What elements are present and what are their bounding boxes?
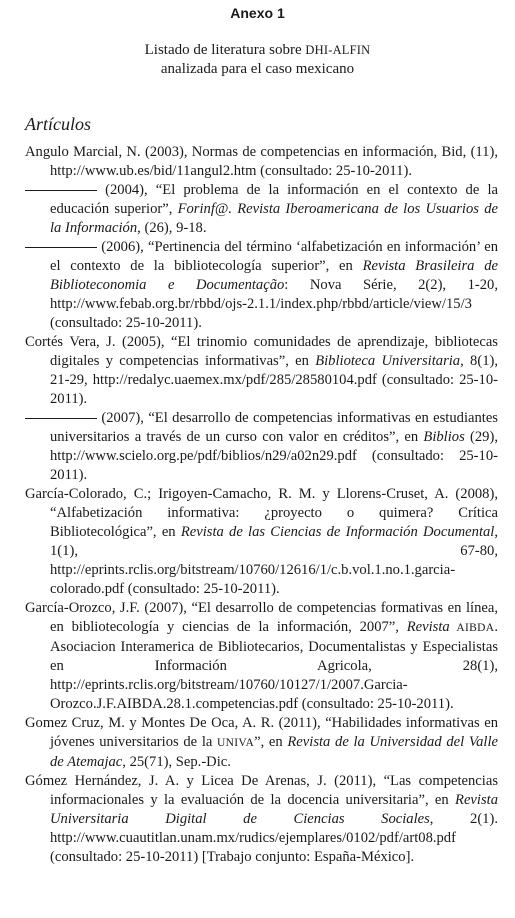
reference-journal: Revista de la Universidad del Valle de Atemajac (50, 734, 499, 770)
reference-details: , 1(1), 67-80, http://eprints.rclis.org/bitstream/10760/12616/1/c.b.vol.1.no.1.garcia-colorado.pdf (consultado: 25-10-2011). (50, 524, 499, 597)
reference-item (25, 485, 498, 599)
reference-item (25, 238, 498, 333)
reference-text: ”, en (254, 734, 288, 750)
reference-text: (2004), “El problema de la información en el contexto de la educación superior”, (50, 182, 498, 217)
reference-details: : Nova Série, 2(2), 1-20, http://www.febab.org.br/rbbd/ojs-2.1.1/index.php/rbbd/article/view/15/3 (consultado: 25-10-2011). (50, 277, 498, 331)
reference-text: (2007), “El desarrollo de competencias formativas en línea, en bibliotecología y ciencias de la información, 2007”, (50, 600, 498, 635)
reference-text: (2011), “Las competencias informacionales y la evaluación de la docencia universitaria”, en (50, 773, 498, 808)
reference-journal: Revista de las Ciencias de Información Documental (180, 524, 495, 540)
author-repeat-dash (25, 190, 97, 191)
subtitle-line2-text: analizada para el caso mexicano (160, 61, 355, 77)
author-repeat-dash (25, 247, 97, 248)
reference-details: , 8(1), 21-29, http://redalyc.uaemex.mx/pdf/285/28580104.pdf (consultado: 25-10-2011). (50, 353, 498, 407)
reference-item (25, 333, 498, 409)
subtitle-line1-text: Listado de literatura sobre (144, 42, 306, 58)
reference-author: García-Colorado, C.; Irigoyen-Camacho, R. M. y Llorens-Cruset, A. (25, 486, 449, 502)
reference-acronym: AIBDA (449, 622, 495, 634)
reference-journal: Revista Universitaria Digital de Ciencias Sociales (50, 792, 498, 827)
reference-item (25, 714, 498, 772)
reference-journal: Biblioteca Universitaria (315, 353, 461, 369)
reference-journal: Revista (406, 619, 450, 635)
reference-item (25, 143, 498, 181)
reference-journal: Revista Brasileira de Biblioteconomia e Documentação (50, 258, 498, 293)
reference-text: (2011), “Habilidades informativas en jóvenes universitarios de la (50, 715, 498, 750)
author-repeat-dash (25, 418, 97, 419)
reference-text: (2008), “Alfabetización informativa: ¿proyecto o quimera? Crítica Bibliotecológica”, en (50, 486, 498, 540)
reference-text: (2005), “El trinomio comunidades de aprendizaje, bibliotecas digitales y competencias informativas”, en (50, 334, 498, 369)
reference-details: (29), http://www.scielo.org.pe/pdf/biblios/n29/a02n29.pdf (consultado: 25-10-2011). (50, 429, 498, 483)
reference-acronym: UNIVA (217, 737, 255, 749)
reference-author: García-Orozco, J.F. (25, 600, 140, 616)
reference-item (25, 599, 498, 714)
reference-details: , (26), 9-18. (137, 220, 207, 236)
reference-details: . Asociacion Interamerica de Bibliotecarios, Documentalistas y Especialistas en Información Agricola, 28(1), http://eprints.rclis.org/bitstream/10760/10127/1/2007.Garcia-Orozco.J.F.AIBDA.28.1.competencias.pdf (consultado: 25-10-2011). (50, 619, 498, 712)
reference-author: Gomez Cruz, M. y Montes De Oca, A. R. (25, 715, 275, 731)
reference-journal: Biblios (423, 429, 465, 445)
reference-details: , 2(1). http://www.cuautitlan.unam.mx/rudics/ejemplares/0102/pdf/art08.pdf (consultado: 25-10-2011) [Trabajo conjunto: España-México]. (50, 811, 498, 865)
reference-journal: Forinf@. Revista Iberoamericana de los Usuarios de la Información (50, 201, 498, 236)
reference-item (25, 772, 498, 867)
reference-text: (2003), Normas de competencias en información, Bid, (11), http://www.ub.es/bid/11angul2.htm (consultado: 25-10-2011). (50, 144, 498, 179)
reference-text: (2007), “El desarrollo de competencias informativas en estudiantes universitarios a través de un curso con valor en créditos”, en (50, 410, 498, 445)
reference-author: Gómez Hernández, J. A. y Licea De Arenas, J. (25, 773, 327, 789)
reference-text: (2006), “Pertinencia del término ‘alfabetización en información’ en el contexto de la bibliotecología superior”, en (50, 239, 498, 274)
section-title: Artículos (25, 114, 91, 134)
reference-item (25, 181, 498, 238)
reference-item (25, 409, 498, 485)
reference-details: , 25(71), Sep.-Dic. (122, 754, 231, 770)
reference-author: Cortés Vera, J. (25, 334, 116, 350)
reference-author: Angulo Marcial, N. (25, 144, 141, 160)
subtitle-acronym: DHI-ALFIN (305, 43, 371, 57)
reference-list (25, 143, 498, 867)
list-subtitle (0, 41, 515, 79)
annex-label: Anexo 1 (230, 5, 285, 21)
